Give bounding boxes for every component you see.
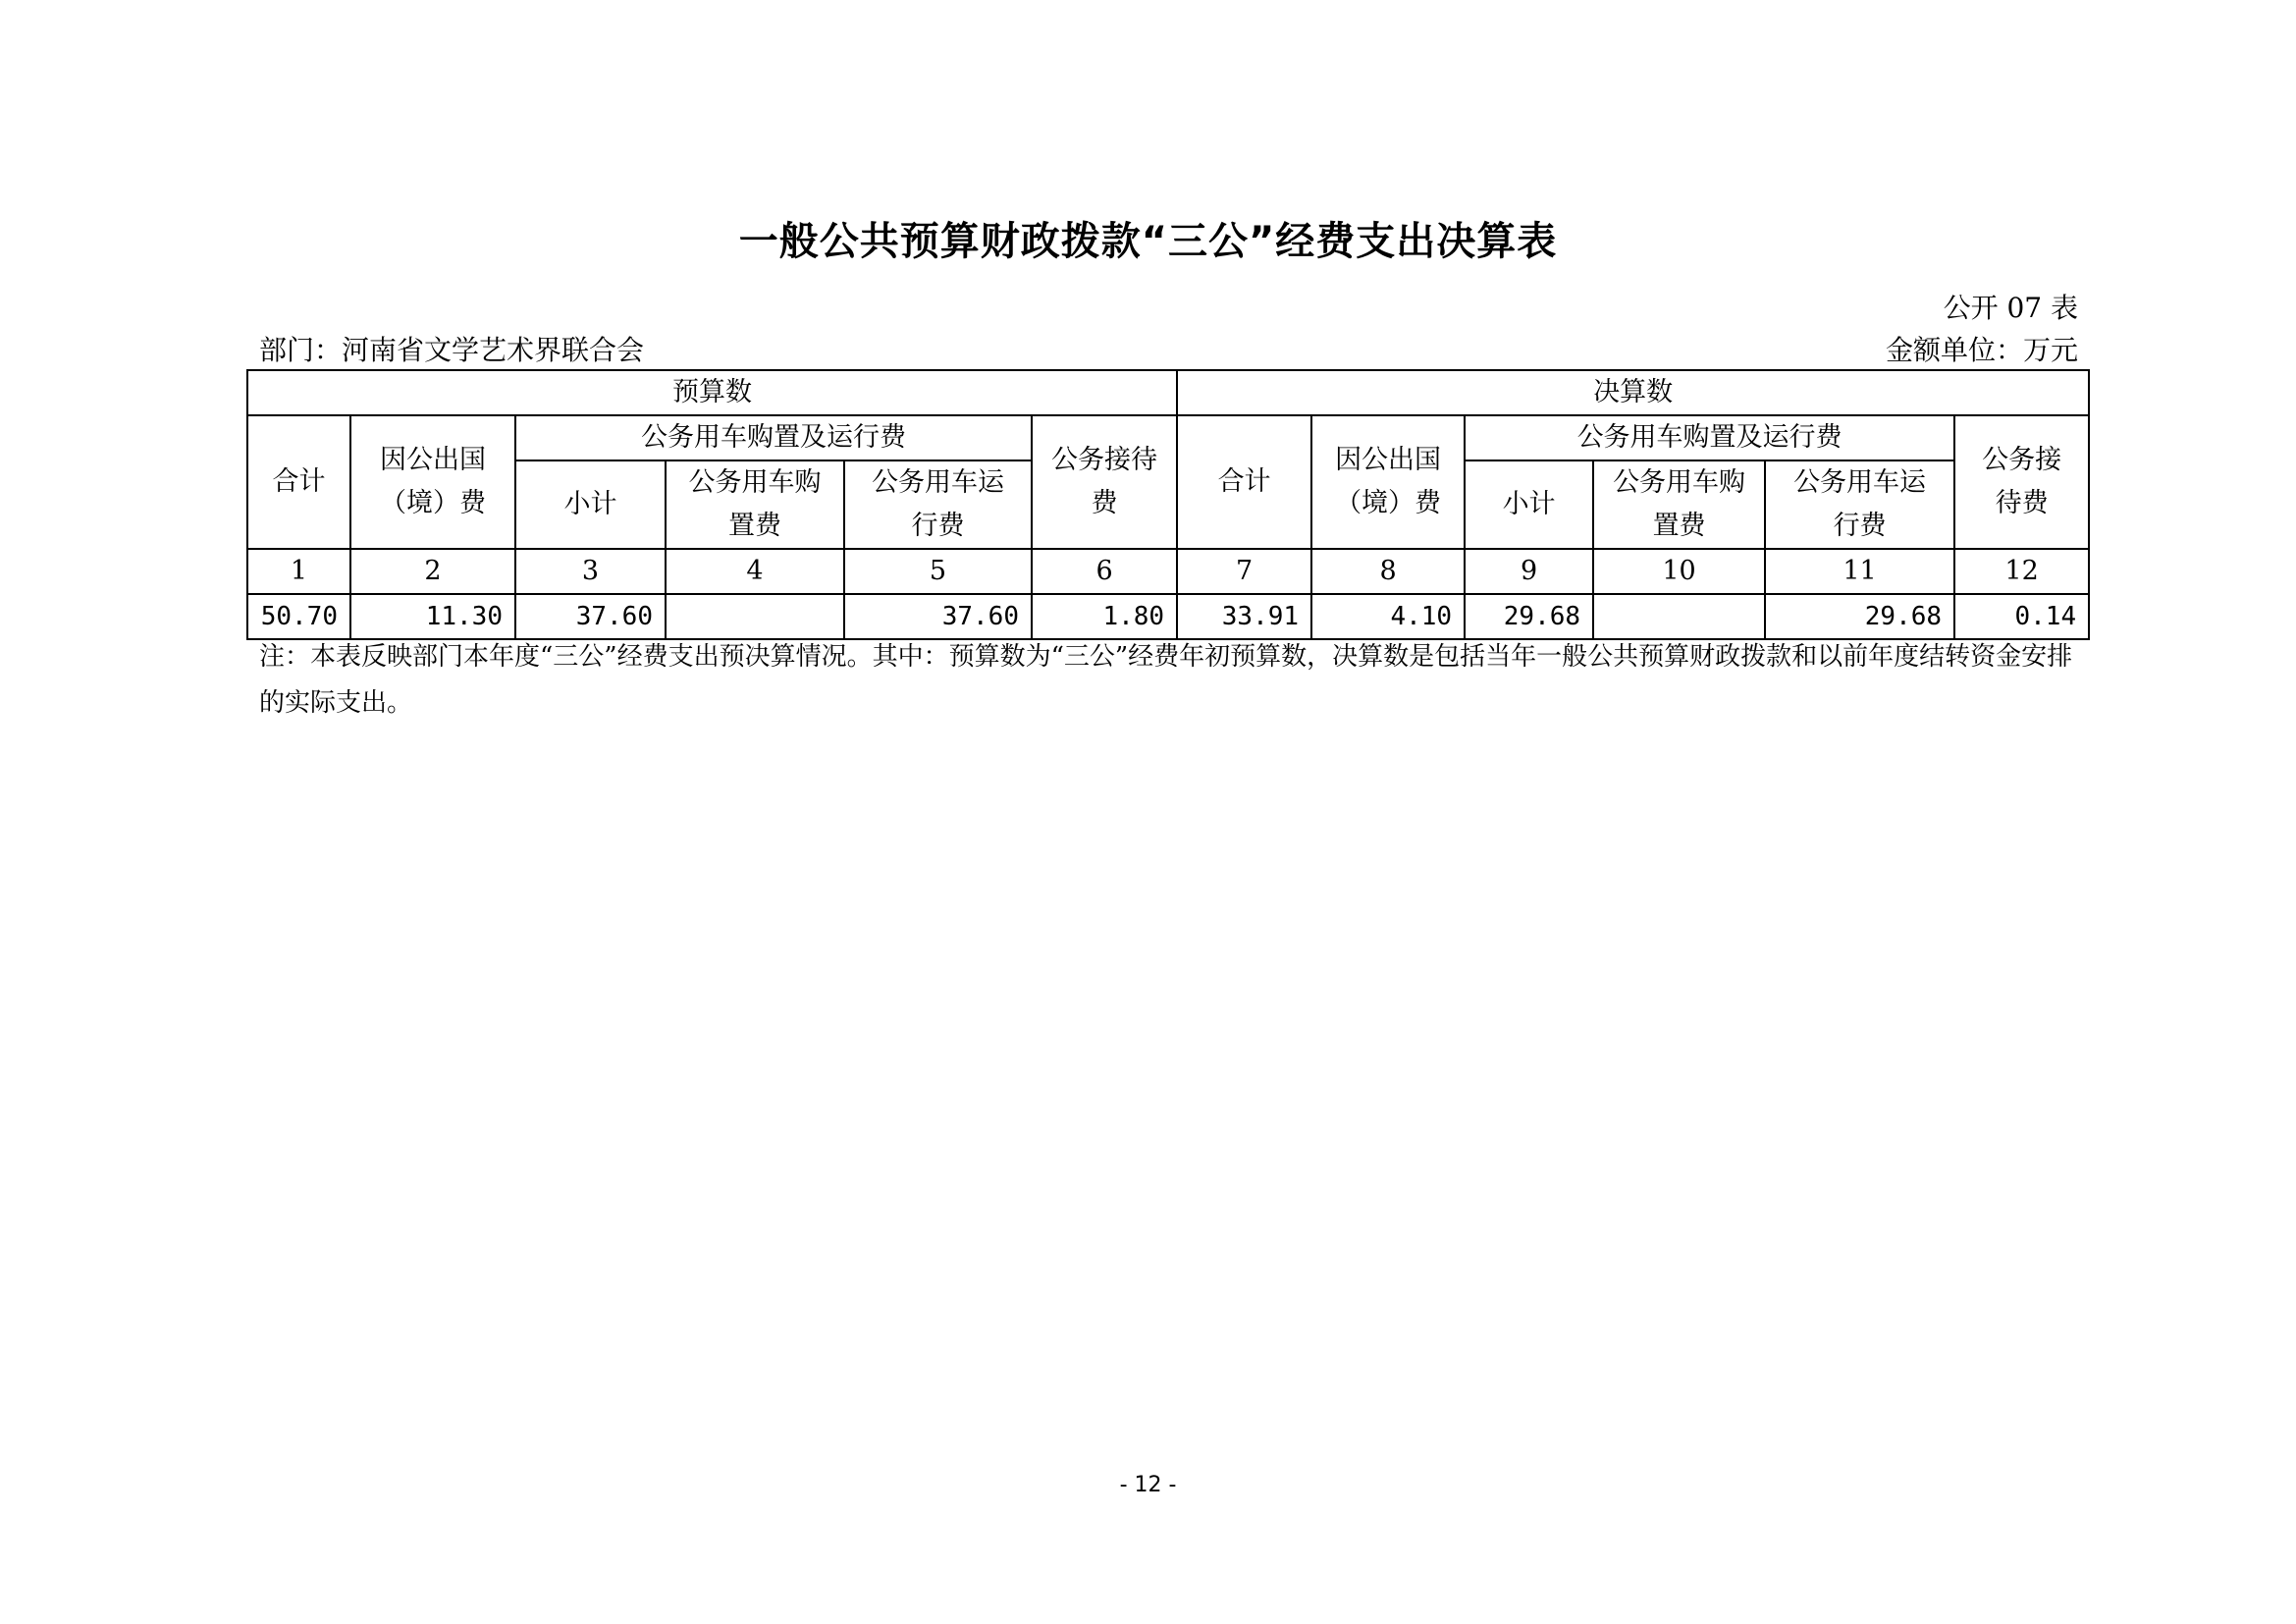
budget-abroad-header-line1: 因公出国 <box>380 445 486 475</box>
column-number-cell: 5 <box>844 549 1032 594</box>
value-cell: 37.60 <box>844 594 1032 639</box>
value-cell: 1.80 <box>1032 594 1177 639</box>
expense-table <box>246 369 2090 640</box>
budget-car-group-header: 公务用车购置及运行费 <box>515 415 1032 460</box>
final-subtotal-header: 小计 <box>1465 460 1593 549</box>
column-number-cell: 10 <box>1593 549 1765 594</box>
final-car-purchase-header-line2: 置费 <box>1652 511 1706 541</box>
column-number-cell: 9 <box>1465 549 1593 594</box>
column-number-cell: 3 <box>515 549 666 594</box>
value-cell: 29.68 <box>1465 594 1593 639</box>
final-total-header: 合计 <box>1177 415 1311 549</box>
value-cell <box>666 594 844 639</box>
budget-abroad-header-line2: （境）费 <box>380 488 486 518</box>
column-number-cell: 7 <box>1177 549 1311 594</box>
table-row-column-numbers <box>247 549 2089 594</box>
final-reception-header-line2: 待费 <box>1995 488 2049 518</box>
table-row-values <box>247 594 2089 639</box>
budget-car-purchase-header-line2: 置费 <box>728 511 781 541</box>
value-cell: 11.30 <box>350 594 515 639</box>
final-car-purchase-header-line1: 公务用车购 <box>1613 467 1746 498</box>
budget-reception-header <box>1032 415 1177 549</box>
budget-reception-header-line1: 公务接待 <box>1051 445 1158 475</box>
column-number-cell: 1 <box>247 549 350 594</box>
final-abroad-header-line1: 因公出国 <box>1335 445 1442 475</box>
column-number-cell: 6 <box>1032 549 1177 594</box>
budget-total-header: 合计 <box>247 415 350 549</box>
department-label: 部门：河南省文学艺术界联合会 <box>259 334 645 366</box>
budget-car-operation-header <box>844 460 1032 549</box>
page-title: 一般公共预算财政拨款“三公”经费支出决算表 <box>738 219 1558 264</box>
value-cell: 33.91 <box>1177 594 1311 639</box>
final-reception-header-line1: 公务接 <box>1982 445 2062 475</box>
final-header: 决算数 <box>1177 370 2089 415</box>
budget-car-purchase-header <box>666 460 844 549</box>
final-abroad-header <box>1311 415 1465 549</box>
budget-car-operation-header-line1: 公务用车运 <box>872 467 1004 498</box>
value-cell: 50.70 <box>247 594 350 639</box>
table-note: 注：本表反映部门本年度“三公”经费支出预决算情况。其中：预算数为“三公”经费年初预算数，决算数是包括当年一般公共预算财政拨款和以前年度结转资金安排的实际支出。 <box>259 642 2073 718</box>
budget-reception-header-line2: 费 <box>1091 488 1118 518</box>
budget-abroad-header <box>350 415 515 549</box>
final-car-operation-header <box>1765 460 1954 549</box>
value-cell: 29.68 <box>1765 594 1954 639</box>
column-number-cell: 4 <box>666 549 844 594</box>
column-number-cell: 11 <box>1765 549 1954 594</box>
page-number: - 12 - <box>1119 1473 1177 1497</box>
value-cell: 4.10 <box>1311 594 1465 639</box>
column-number-cell: 2 <box>350 549 515 594</box>
final-reception-header <box>1954 415 2089 549</box>
final-abroad-header-line2: （境）费 <box>1335 488 1442 518</box>
budget-header: 预算数 <box>247 370 1177 415</box>
table-number: 公开 07 表 <box>1943 292 2078 324</box>
table-row-group-header <box>247 370 2089 415</box>
final-car-operation-header-line1: 公务用车运 <box>1793 467 1927 498</box>
value-cell: 37.60 <box>515 594 666 639</box>
final-car-operation-header-line2: 行费 <box>1833 511 1887 541</box>
column-number-cell: 12 <box>1954 549 2089 594</box>
amount-unit-label: 金额单位：万元 <box>1885 334 2078 366</box>
value-cell <box>1593 594 1765 639</box>
budget-car-operation-header-line2: 行费 <box>911 511 965 541</box>
table-row-header-1 <box>247 415 2089 460</box>
final-car-purchase-header <box>1593 460 1765 549</box>
value-cell: 0.14 <box>1954 594 2089 639</box>
budget-car-purchase-header-line1: 公务用车购 <box>688 467 822 498</box>
budget-subtotal-header: 小计 <box>515 460 666 549</box>
column-number-cell: 8 <box>1311 549 1465 594</box>
final-car-group-header: 公务用车购置及运行费 <box>1465 415 1954 460</box>
